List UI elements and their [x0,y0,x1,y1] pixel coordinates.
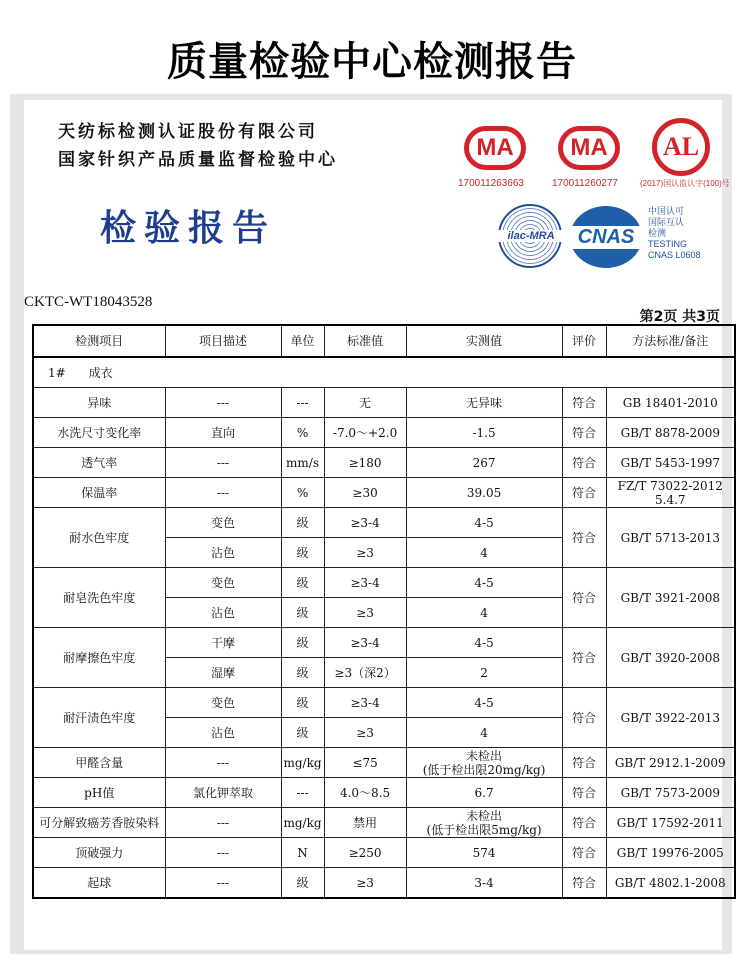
evaluation: 符合 [562,418,606,448]
cma-number: 170011260277 [552,178,618,189]
measured-value: 4-5 [406,508,562,538]
standard-value: ≥250 [324,838,406,868]
evaluation: 符合 [562,778,606,808]
method-standard: GB/T 2912.1-2009 [606,748,735,778]
cnas-text-line: TESTING [648,239,688,249]
cma-logo: MA [464,126,526,170]
method-standard: GB/T 4802.1-2008 [606,868,735,899]
evaluation: 符合 [562,808,606,838]
test-item: 耐汗渍色牢度 [33,688,165,748]
standard-value: ≥3-4 [324,508,406,538]
report-document [10,94,732,954]
evaluation: 符合 [562,508,606,568]
standard-value: ≥3 [324,868,406,899]
item-description: --- [165,388,281,418]
test-item: 透气率 [33,448,165,478]
table-row [33,448,735,478]
standard-value: ≥3-4 [324,688,406,718]
item-description: 氯化钾萃取 [165,778,281,808]
column-header: 方法标准/备注 [606,325,735,357]
unit: 级 [281,718,324,748]
standard-value: ≥3-4 [324,628,406,658]
standard-value: ≤75 [324,748,406,778]
unit: 级 [281,658,324,688]
measured-value: 4 [406,718,562,748]
method-standard: GB/T 3921-2008 [606,568,735,628]
method-standard: GB/T 5713-2013 [606,508,735,568]
unit: 级 [281,868,324,899]
test-item: 顶破强力 [33,838,165,868]
table-row [33,568,735,598]
results-table [32,324,736,899]
method-standard: GB/T 5453-1997 [606,448,735,478]
method-standard: GB/T 3920-2008 [606,628,735,688]
item-description: --- [165,448,281,478]
item-description: 变色 [165,688,281,718]
section-label: 1# 成衣 [33,357,735,388]
cnas-text-line: 检测 [648,228,667,238]
measured-value: 未检出 (低于检出限20mg/kg) [406,748,562,778]
unit: 级 [281,688,324,718]
unit: mg/kg [281,808,324,838]
method-standard: GB/T 17592-2011 [606,808,735,838]
unit: 级 [281,598,324,628]
cnas-label: CNAS [566,226,646,249]
item-description: 变色 [165,568,281,598]
unit: 级 [281,538,324,568]
item-description: --- [165,478,281,508]
test-item: 甲醛含量 [33,748,165,778]
organization-header [58,118,338,174]
evaluation: 符合 [562,448,606,478]
method-standard: GB/T 8878-2009 [606,418,735,448]
report-code: CKTC-WT18043528 [24,294,153,310]
item-description: --- [165,838,281,868]
table-row [33,418,735,448]
evaluation: 符合 [562,628,606,688]
ilac-mra-logo [498,204,562,268]
measured-value: -1.5 [406,418,562,448]
test-item: pH值 [33,778,165,808]
column-header: 检测项目 [33,325,165,357]
measured-value: 6.7 [406,778,562,808]
standard-value: ≥3-4 [324,568,406,598]
cnas-text-line: CNAS L0608 [648,250,701,260]
unit: N [281,838,324,868]
measured-value: 无异味 [406,388,562,418]
unit: --- [281,388,324,418]
column-header: 实测值 [406,325,562,357]
item-description: 干摩 [165,628,281,658]
table-row [33,508,735,538]
item-description: --- [165,808,281,838]
item-description: --- [165,748,281,778]
test-item: 保温率 [33,478,165,508]
measured-value: 267 [406,448,562,478]
test-item: 水洗尺寸变化率 [33,418,165,448]
test-item: 耐摩擦色牢度 [33,628,165,688]
standard-value: ≥3 [324,538,406,568]
column-header: 评价 [562,325,606,357]
unit: 级 [281,628,324,658]
table-row [33,628,735,658]
column-header: 标准值 [324,325,406,357]
standard-value: ≥30 [324,478,406,508]
table-row [33,388,735,418]
page-info: 第2页 共3页 [639,309,720,325]
org-center: 国家针织产品质量监督检验中心 [58,150,338,170]
measured-value: 4-5 [406,628,562,658]
measured-value: 未检出 (低于检出限5mg/kg) [406,808,562,838]
standard-value: ≥3 [324,598,406,628]
test-item: 异味 [33,388,165,418]
cnas-logo [570,206,642,268]
evaluation: 符合 [562,688,606,748]
evaluation: 符合 [562,568,606,628]
cnas-text [648,206,701,261]
table-row [33,808,735,838]
item-description: 直向 [165,418,281,448]
unit: % [281,478,324,508]
method-standard: GB/T 19976-2005 [606,838,735,868]
unit: mm/s [281,448,324,478]
standard-value: 禁用 [324,808,406,838]
column-header: 项目描述 [165,325,281,357]
measured-value: 574 [406,838,562,868]
test-item: 起球 [33,868,165,899]
cnas-text-line: 中国认可 [648,206,685,216]
item-description: 变色 [165,508,281,538]
item-description: 沾色 [165,538,281,568]
item-description: 湿摩 [165,658,281,688]
table-row [33,838,735,868]
test-item: 可分解致癌芳香胺染料 [33,808,165,838]
measured-value: 2 [406,658,562,688]
measured-value: 39.05 [406,478,562,508]
unit: 级 [281,568,324,598]
report-title: 检验报告 [100,207,277,249]
org-name: 天纺标检测认证股份有限公司 [58,122,318,142]
measured-value: 4-5 [406,688,562,718]
evaluation: 符合 [562,388,606,418]
standard-value: ≥3 [324,718,406,748]
item-description: 沾色 [165,718,281,748]
unit: % [281,418,324,448]
test-item: 耐皂洗色牢度 [33,568,165,628]
item-description: 沾色 [165,598,281,628]
measured-value: 4 [406,538,562,568]
method-standard: GB 18401-2010 [606,388,735,418]
unit: --- [281,778,324,808]
measured-value: 4 [406,598,562,628]
cma-number: 170011263663 [458,178,524,189]
section-row [33,357,735,388]
method-standard: FZ/T 73022-2012 5.4.7 [606,478,735,508]
cma-logo: MA [558,126,620,170]
ilac-label: ilac-MRA [496,230,566,242]
cal-number: (2017)国认监认字(100)号 [640,179,730,188]
report-page [24,100,730,950]
method-standard: GB/T 3922-2013 [606,688,735,748]
test-item: 耐水色牢度 [33,508,165,568]
evaluation: 符合 [562,868,606,899]
standard-value: ≥3（深2） [324,658,406,688]
table-row [33,688,735,718]
unit: mg/kg [281,748,324,778]
table-row [33,778,735,808]
cal-logo: AL [652,118,710,176]
cnas-text-line: 国际互认 [648,217,685,227]
table-header-row [33,325,735,357]
banner-title: 质量检验中心检测报告 [167,39,577,85]
banner [0,0,744,90]
standard-value: 4.0～8.5 [324,778,406,808]
measured-value: 3-4 [406,868,562,899]
table-row [33,868,735,899]
table-row [33,478,735,508]
standard-value: ≥180 [324,448,406,478]
evaluation: 符合 [562,748,606,778]
certification-logos [444,118,730,278]
measured-value: 4-5 [406,568,562,598]
column-header: 单位 [281,325,324,357]
unit: 级 [281,508,324,538]
standard-value: 无 [324,388,406,418]
standard-value: -7.0～+2.0 [324,418,406,448]
method-standard: GB/T 7573-2009 [606,778,735,808]
evaluation: 符合 [562,478,606,508]
item-description: --- [165,868,281,899]
evaluation: 符合 [562,838,606,868]
table-row [33,748,735,778]
